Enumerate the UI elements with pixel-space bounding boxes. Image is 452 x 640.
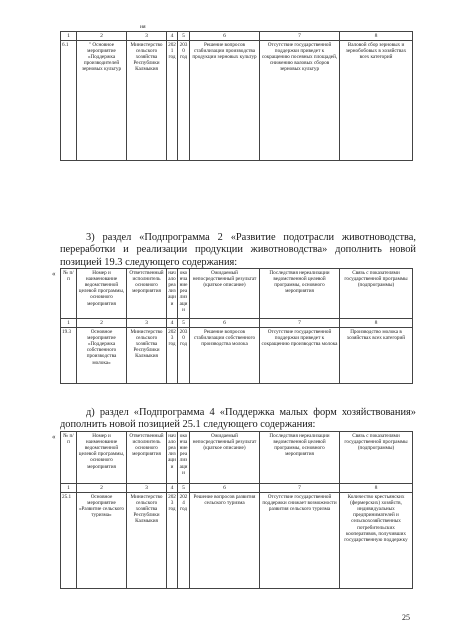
responsible: Министерство сельского хозяйства Республики Калмыкия xyxy=(127,41,167,161)
table-row-6-1 xyxy=(60,31,413,161)
consequences: Отсутствие государственной поддержки приведет к сокращению производства молока xyxy=(260,328,340,384)
consequences: Отсутствие государственной поддержки снижает возможности развития сельского туризма xyxy=(260,493,340,589)
responsible: Министерство сельского хозяйства Республики Калмыкия xyxy=(127,493,167,589)
opening-quote: « xyxy=(52,270,56,278)
row-number: 25.1 xyxy=(61,493,77,589)
indicator-link: Валовой сбор зерновых и зернобобовых в хозяйствах всех категорий xyxy=(340,41,413,161)
section-d-heading: д) раздел «Подпрограмма 4 «Поддержка малых форм хозяйствования» дополнить новой позицией 25.1 следующего содержания: xyxy=(60,407,416,431)
start-year: 2023 год xyxy=(167,328,178,384)
opening-quote: « xyxy=(52,433,56,441)
row-number: 19.3 xyxy=(61,328,77,384)
end-year: 2030 год xyxy=(178,328,190,384)
indicator-link: Производство молока в хозяйствах всех категорий xyxy=(340,328,413,384)
end-year: 2024 год xyxy=(178,493,190,589)
previous-header-fragment: ия xyxy=(140,24,146,30)
expected-result: Решение вопросов развития сельского туризма xyxy=(190,493,260,589)
column-numbers-row: 1 2 3 4 5 6 7 8 xyxy=(61,319,413,328)
responsible: Министерство сельского хозяйства Республики Калмыкия xyxy=(127,328,167,384)
column-numbers-row: 1 2 3 4 5 6 7 8 xyxy=(61,32,413,41)
consequences: Отсутствие государственной поддержки приведет к сокращению посевных площадей, снижению валовых сборов зерновых культур xyxy=(260,41,340,161)
table-row xyxy=(61,493,413,589)
expected-result: Решение вопросов стабилизации производства продукции зерновых культур xyxy=(190,41,260,161)
table-row xyxy=(61,328,413,384)
table-row-19-3 xyxy=(60,268,413,384)
page-number: 25 xyxy=(402,613,410,622)
section-3-heading: 3) раздел «Подпрограмма 2 «Развитие подотрасли животноводства, переработки и реализации продукции животноводства» дополнить новой позицией 19.3 следующего содержания: xyxy=(60,232,416,268)
end-year: 2030 год xyxy=(178,41,190,161)
program-name: Основное мероприятие «Развитие сельского туризма» xyxy=(77,493,127,589)
row-number: 6.1 xyxy=(61,41,77,161)
table-row-25-1 xyxy=(60,431,413,589)
indicator-link: Количество крестьянских (фермерских) хозяйств, индивидуальных предпринимателей и сельскохозяйственных потребительских кооперативов, получивших государственную поддержку xyxy=(340,493,413,589)
program-name: " Основное мероприятие «Поддержка производителей зерновых культур xyxy=(77,41,127,161)
header-row: № п/п Номер и наименование ведомственной целевой программы, основного мероприятия Ответственный исполнитель основного мероприятия начало реализации окончание реализации Ожидаемый непосредственный результат (краткое описание) Последствия нереализации ведомственной целевой программы, основного мероприятия Связь с показателями государственной программы (подпрограммы) xyxy=(61,269,413,319)
expected-result: Решение вопросов стабилизации собственного производства молока xyxy=(190,328,260,384)
program-name: Основное мероприятие «Поддержка собственного производства молока» xyxy=(77,328,127,384)
start-year: 2023 год xyxy=(167,493,178,589)
start-year: 2021 год xyxy=(167,41,178,161)
table-row xyxy=(61,41,413,161)
column-numbers-row: 1 2 3 4 5 6 7 8 xyxy=(61,484,413,493)
header-row: № п/п Номер и наименование ведомственной целевой программы, основного мероприятия Ответственный исполнитель основного мероприятия начало реализации окончание реализации Ожидаемый непосредственный результат (краткое описание) Последствия нереализации ведомственной целевой программы, основного мероприятия Связь с показателями государственной программы (подпрограммы) xyxy=(61,432,413,484)
